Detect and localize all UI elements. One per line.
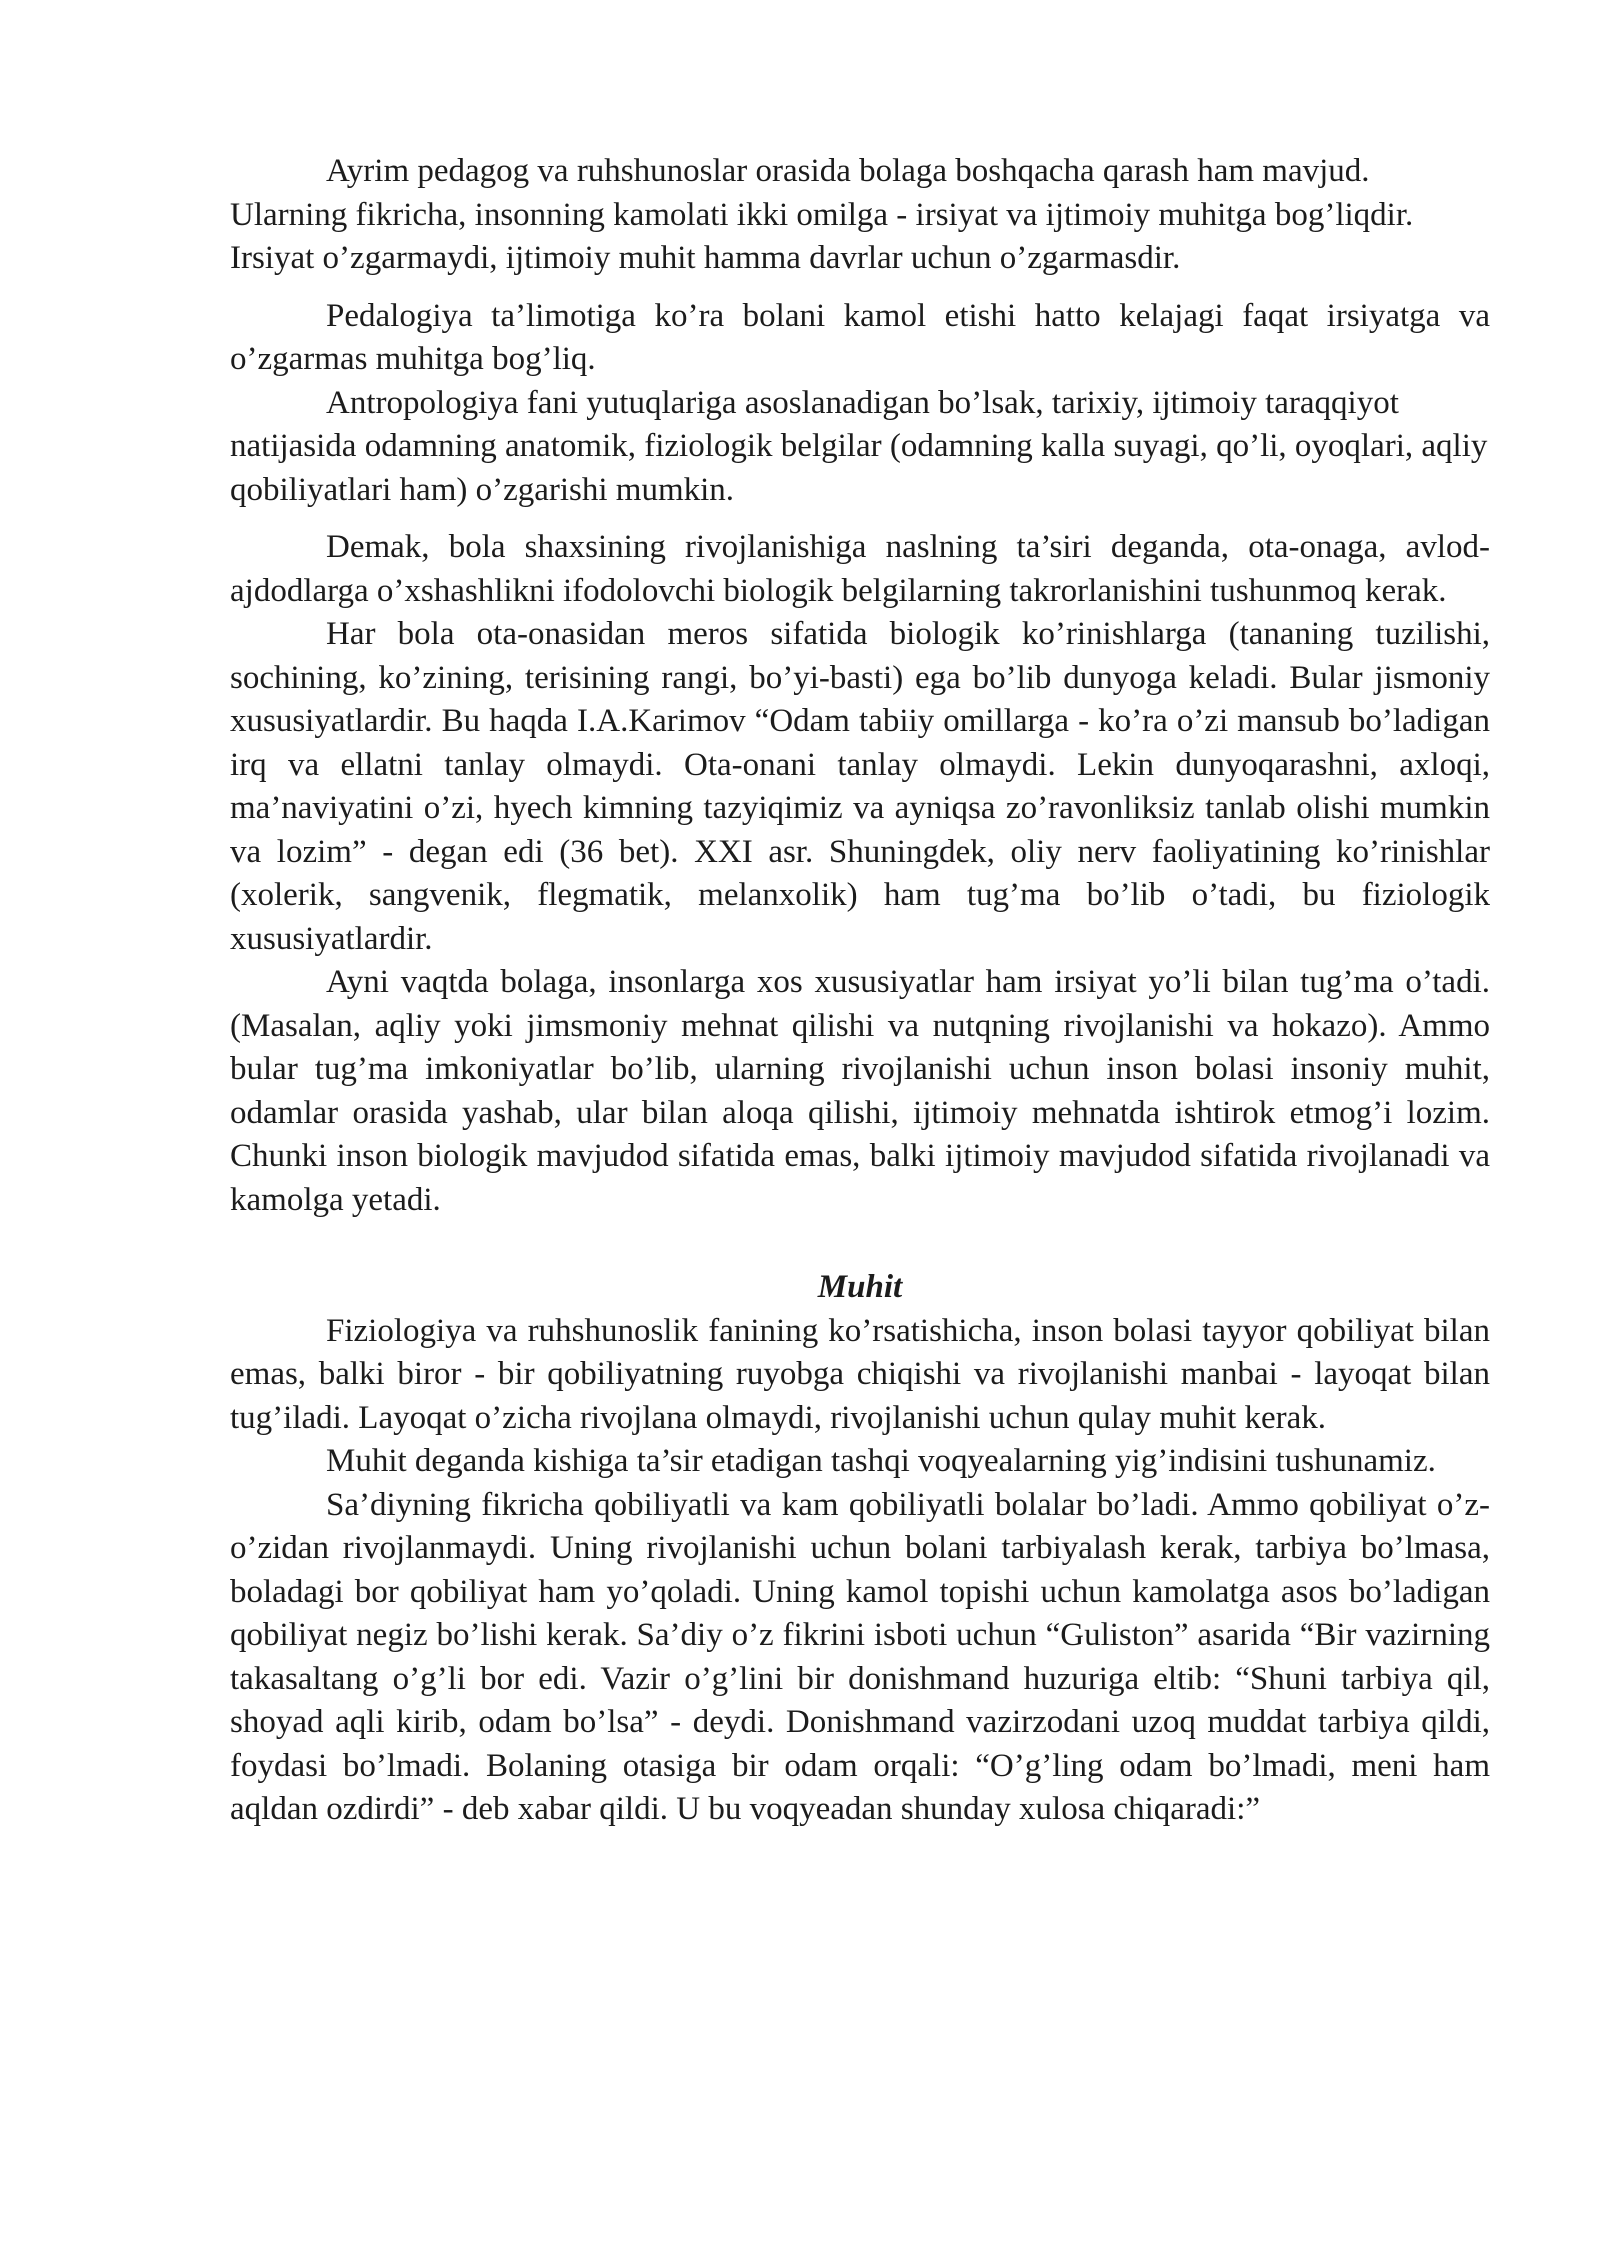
paragraph-8: Muhit deganda kishiga ta’sir etadigan tashqi voqyealarning yig’indisini tushunamiz. bbox=[326, 1443, 1436, 1479]
paragraph-6: Ayni vaqtda bolaga, insonlarga xos xususiyatlar ham irsiyat yo’li bilan tug’ma o’tadi. (Masalan, aqliy yoki jimsmoniy mehnat qilishi va nutqning rivojlanishi va hokazo). Ammo bular tug’ma imkoniyatlar bo’lib, ularning rivojlanishi uchun inson bolasi insoniy muhit, odamlar orasida yashab, ular bilan aloqa qilishi, ijtimoiy mehnatda ishtirok etmog’i lozim. Chunki inson biologik mavjudod sifatida emas, balki ijtimoiy mavjudod sifatida rivojlanadi va kamolga yetadi. bbox=[230, 964, 1490, 1218]
document-body bbox=[230, 150, 1490, 1832]
paragraph-5: Har bola ota-onasidan meros sifatida biologik ko’rinishlarga (tananing tuzilishi, sochining, ko’zining, terisining rangi, bo’yi-basti) ega bo’lib dunyoga keladi. Bular jismoniy xususiyatlardir. Bu haqda I.A.Karimov “Odam tabiiy omillarga - ko’ra o’zi mansub bo’ladigan irq va ellatni tanlay olmaydi. Ota-onani tanlay olmaydi. Lekin dunyoqarashni, axloqi, ma’naviyatini o’zi, hyech kimning tazyiqimiz va ayniqsa zo’ravonliksiz tanlab olishi mumkin va lozim” - degan edi (36 bet). XXI asr. Shuningdek, oliy nerv faoliyatining ko’rinishlar (xolerik, sangvenik, flegmatik, melanxolik) ham tug’ma bo’lib o’tadi, bu fiziologik xususiyatlardir. bbox=[230, 616, 1490, 957]
paragraph-1: Ayrim pedagog va ruhshunoslar orasida bolaga boshqacha qarash ham mavjud. Ularning fikricha, insonning kamolati ikki omilga - irsiyat va ijtimoiy muhitga bog’liqdir. Irsiyat o’zgarmaydi, ijtimoiy muhit hamma davrlar uchun o’zgarmasdir. bbox=[230, 153, 1414, 276]
paragraph-9: Sa’diyning fikricha qobiliyatli va kam qobiliyatli bolalar bo’ladi. Ammo qobiliyat o’z-o’zidan rivojlanmaydi. Uning rivojlanishi uchun bolani tarbiyalash kerak, tarbiya bo’lmasa, boladagi bor qobiliyat ham yo’qoladi. Uning kamol topishi uchun kamolatga asos bo’ladigan qobiliyat negiz bo’lishi kerak. Sa’diy o’z fikrini isboti uchun “Guliston” asarida “Bir vazirning takasaltang o’g’li bor edi. Vazir o’g’lini bir donishmand huzuriga eltib: “Shuni tarbiya qil, shoyad aqli kirib, odam bo’lsa” - deydi. Donishmand vazirzodani uzoq muddat tarbiya qildi, foydasi bo’lmadi. Bolaning otasiga bir odam orqali: “O’g’ling odam bo’lmadi, meni ham aqldan ozdirdi” - deb xabar qildi. U bu voqyeadan shunday xulosa chiqaradi:” bbox=[230, 1486, 1490, 1827]
paragraph-2: Pedalogiya ta’limotiga ko’ra bolani kamol etishi hatto kelajagi faqat irsiyatga va o’zgarmas muhitga bog’liq. bbox=[230, 297, 1490, 377]
paragraph-4: Demak, bola shaxsining rivojlanishiga naslning ta’siri deganda, ota-onaga, avlod-ajdodlarga o’xshashlikni ifodolovchi biologik belgilarning takrorlanishini tushunmoq kerak. bbox=[230, 529, 1490, 609]
paragraph-3: Antropologiya fani yutuqlariga asoslanadigan bo’lsak, tarixiy, ijtimoiy taraqqiyot natijasida odamning anatomik, fiziologik belgilar (odamning kalla suyagi, qo’li, oyoqlari, aqliy qobiliyatlari ham) o’zgarishi mumkin. bbox=[230, 384, 1488, 508]
paragraph-7: Fiziologiya va ruhshunoslik fanining ko’rsatishicha, inson bolasi tayyor qobiliyat bilan emas, balki biror - bir qobiliyatning ruyobga chiqishi va rivojlanishi manbai - layoqat bilan tug’iladi. Layoqat o’zicha rivojlana olmaydi, rivojlanishi uchun qulay muhit kerak. bbox=[230, 1312, 1490, 1436]
section-heading: Muhit bbox=[817, 1269, 903, 1305]
